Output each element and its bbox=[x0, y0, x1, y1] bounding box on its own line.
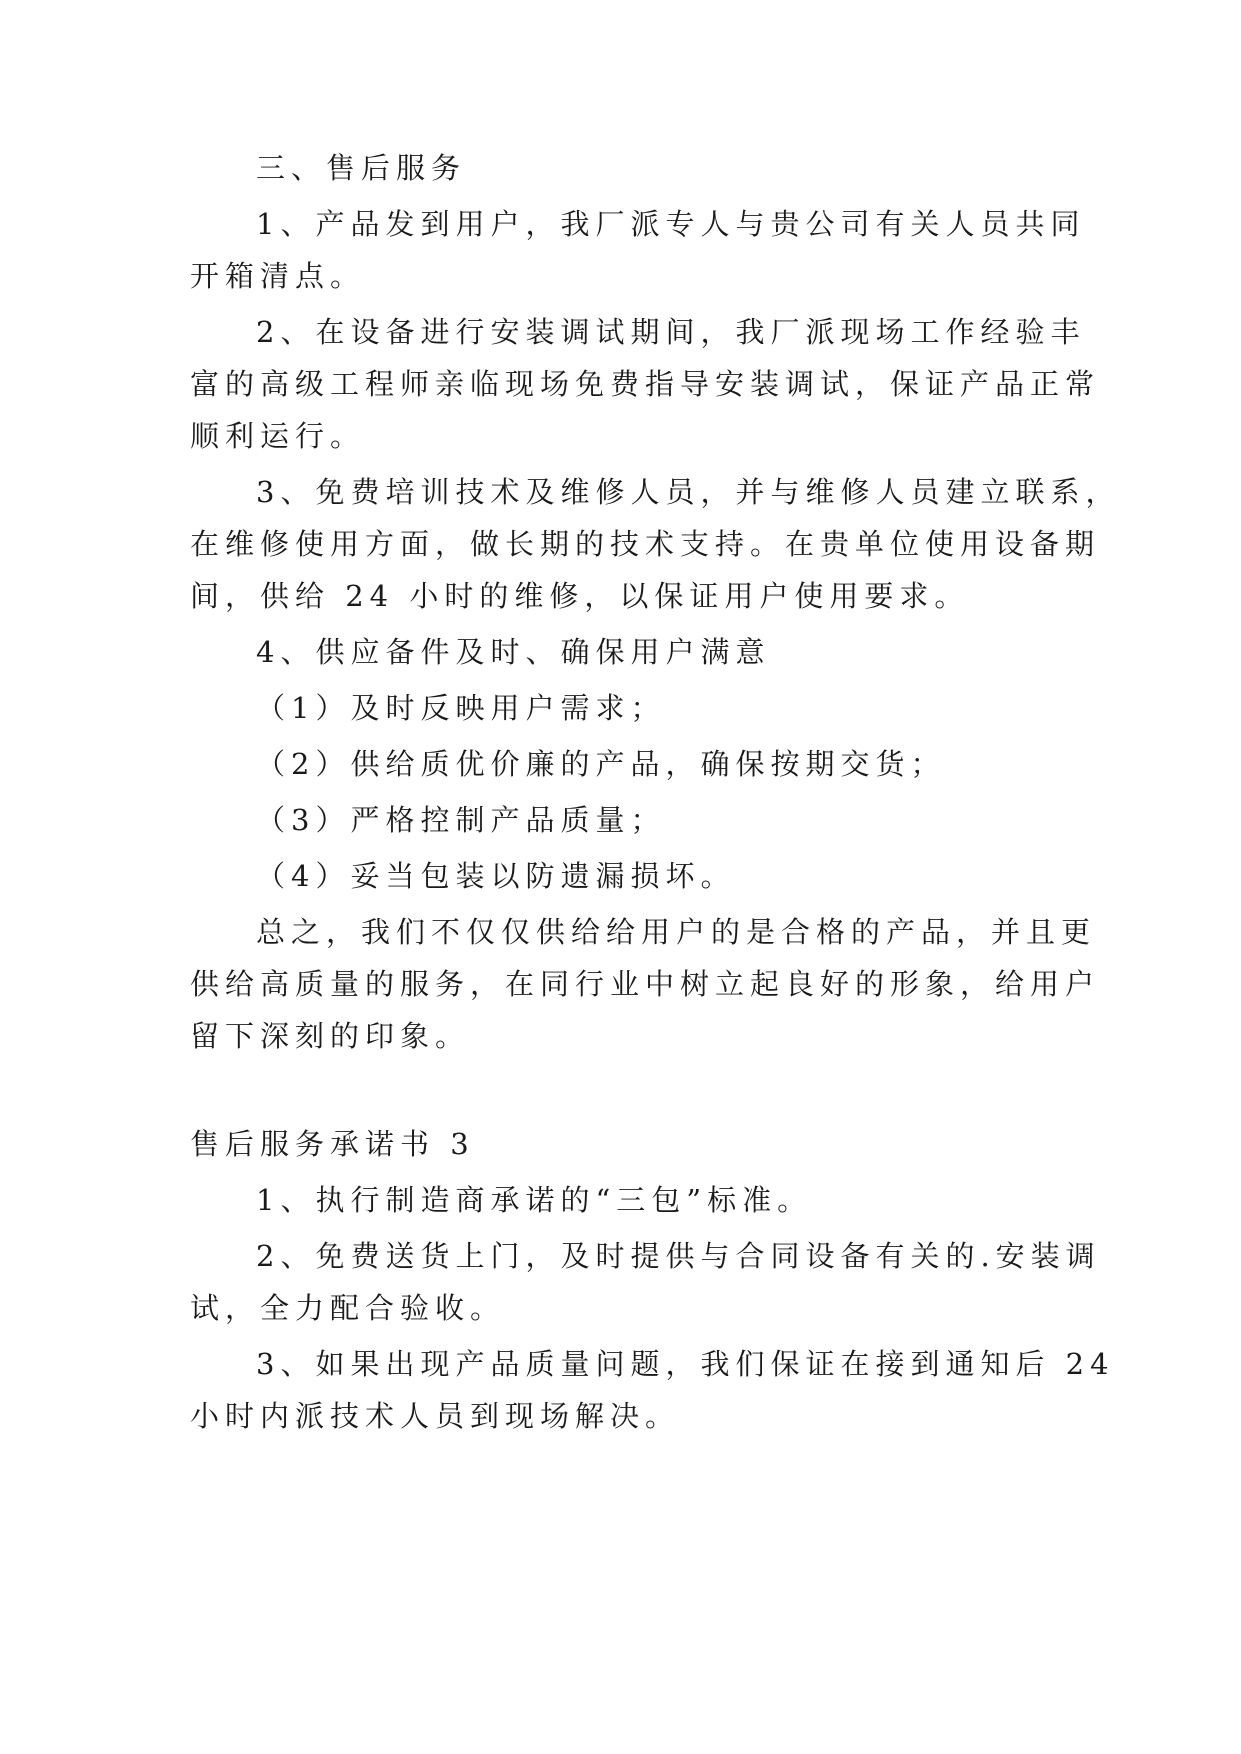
paragraph-line: 试，全力配合验收。 bbox=[190, 1291, 506, 1325]
list-item: （1）及时反映用户需求； bbox=[256, 691, 666, 725]
paragraph-line: 间，供给 24 小时的维修，以保证用户使用要求。 bbox=[190, 579, 970, 613]
paragraph-line: 顺利运行。 bbox=[190, 419, 366, 453]
paragraph-line: 3、如果出现产品质量问题，我们保证在接到通知后 24 bbox=[256, 1347, 1115, 1381]
paragraph-line: 富的高级工程师亲临现场免费指导安装调试，保证产品正常 bbox=[190, 367, 1101, 401]
section-title: 售后服务承诺书 3 bbox=[190, 1127, 475, 1161]
paragraph-line: 4、供应备件及时、确保用户满意 bbox=[256, 635, 771, 669]
list-item: （2）供给质优价廉的产品，确保按期交货； bbox=[256, 747, 946, 781]
section-heading: 三、售后服务 bbox=[256, 151, 467, 185]
paragraph-line: 2、在设备进行安装调试期间，我厂派现场工作经验丰 bbox=[256, 315, 1086, 349]
paragraph-line: 3、免费培训技术及维修人员，并与维修人员建立联系， bbox=[256, 475, 1121, 509]
paragraph-line: 开箱清点。 bbox=[190, 259, 366, 293]
paragraph-line: 留下深刻的印象。 bbox=[190, 1019, 471, 1053]
paragraph-line: 供给高质量的服务，在同行业中树立起良好的形象，给用户 bbox=[190, 967, 1101, 1001]
paragraph-line: 1、执行制造商承诺的“三包”标准。 bbox=[256, 1183, 813, 1217]
list-item: （4）妥当包装以防遗漏损坏。 bbox=[256, 859, 736, 893]
paragraph-line: 总之，我们不仅仅供给给用户的是合格的产品，并且更 bbox=[256, 915, 1097, 949]
list-item: （3）严格控制产品质量； bbox=[256, 803, 666, 837]
paragraph-line: 在维修使用方面，做长期的技术支持。在贵单位使用设备期 bbox=[190, 527, 1101, 561]
paragraph-line: 1、产品发到用户，我厂派专人与贵公司有关人员共同 bbox=[256, 207, 1086, 241]
paragraph-line: 小时内派技术人员到现场解决。 bbox=[190, 1399, 681, 1433]
paragraph-line: 2、免费送货上门，及时提供与合同设备有关的.安装调 bbox=[256, 1239, 1101, 1273]
